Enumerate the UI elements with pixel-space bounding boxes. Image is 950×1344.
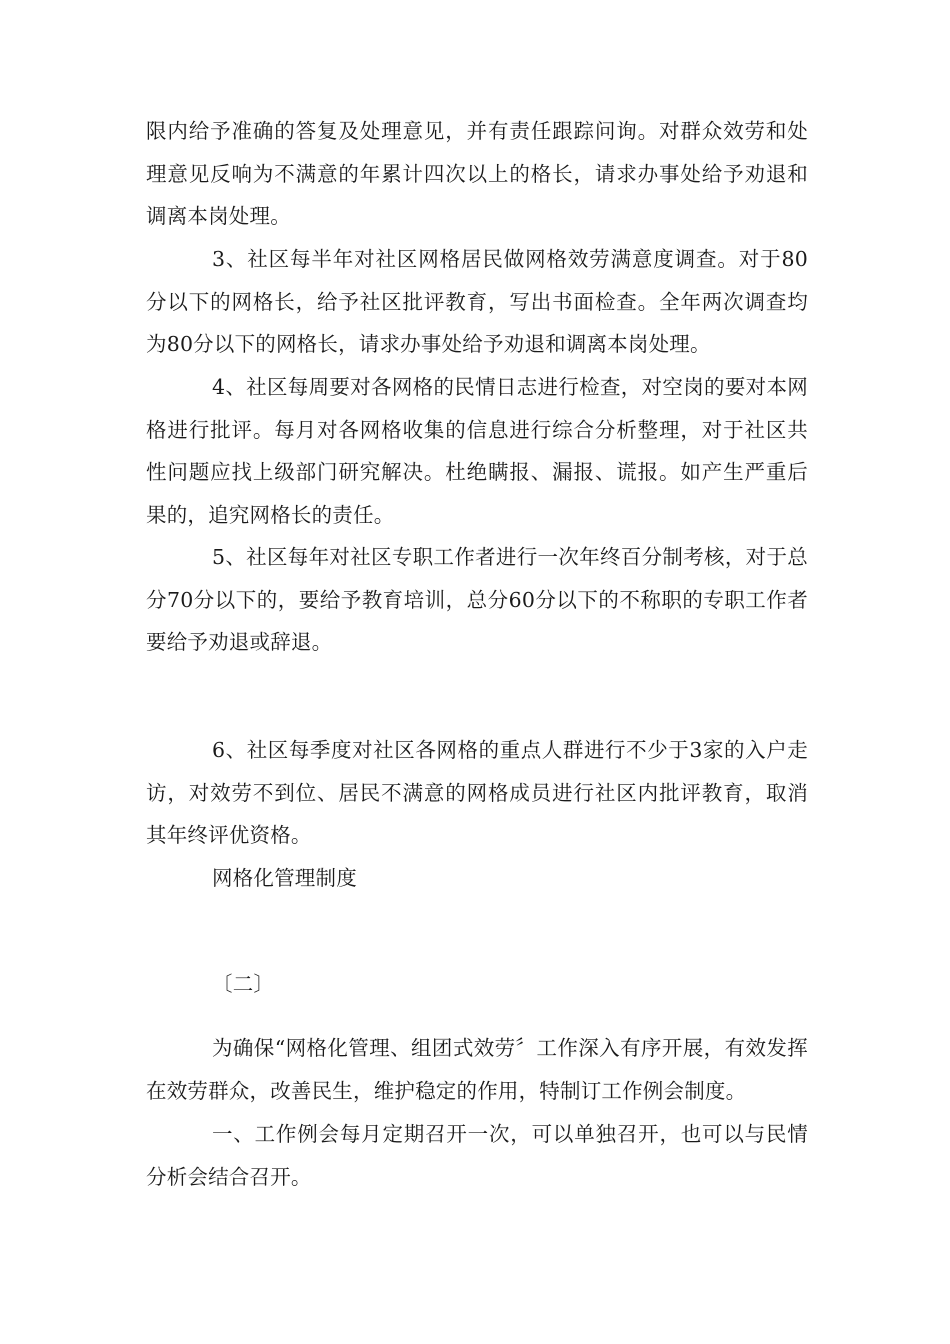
paragraph-rule-1: 一、工作例会每月定期召开一次，可以单独召开，也可以与民情分析会结合召开。	[146, 1122, 808, 1189]
paragraph-item-3: 3、社区每半年对社区网格居民做网格效劳满意度调查。对于80分以下的网格长，给予社区批评教育，写出书面检查。全年两次调查均为80分以下的网格长，请求办事处给予劝退和调离本岗处理。	[146, 247, 808, 356]
paragraph-continuation: 限内给予准确的答复及处理意见，并有责任跟踪问询。对群众效劳和处理意见反响为不满意的年累计四次以上的格长，请求办事处给予劝退和调离本岗处理。	[146, 119, 808, 228]
paragraph-item-6: 6、社区每季度对社区各网格的重点人群进行不少于3家的入户走访，对效劳不到位、居民不满意的网格成员进行社区内批评教育，取消其年终评优资格。	[146, 738, 808, 847]
section-number: 〔二〕	[212, 972, 275, 996]
paragraph-item-4: 4、社区每周要对各网格的民情日志进行检查，对空岗的要对本网格进行批评。每月对各网格收集的信息进行综合分析整理，对于社区共性问题应找上级部门研究解决。杜绝瞒报、漏报、谎报。如产生严重后果的，追究网格长的责任。	[146, 375, 808, 527]
section-title: 网格化管理制度	[212, 866, 357, 890]
paragraph-intro: 为确保“网格化管理、组团式效劳〞工作深入有序开展，有效发挥在效劳群众，改善民生，维护稳定的作用，特制订工作例会制度。	[146, 1036, 808, 1103]
paragraph-item-5: 5、社区每年对社区专职工作者进行一次年终百分制考核，对于总分70分以下的，要给予教育培训，总分60分以下的不称职的专职工作者要给予劝退或辞退。	[146, 545, 808, 654]
